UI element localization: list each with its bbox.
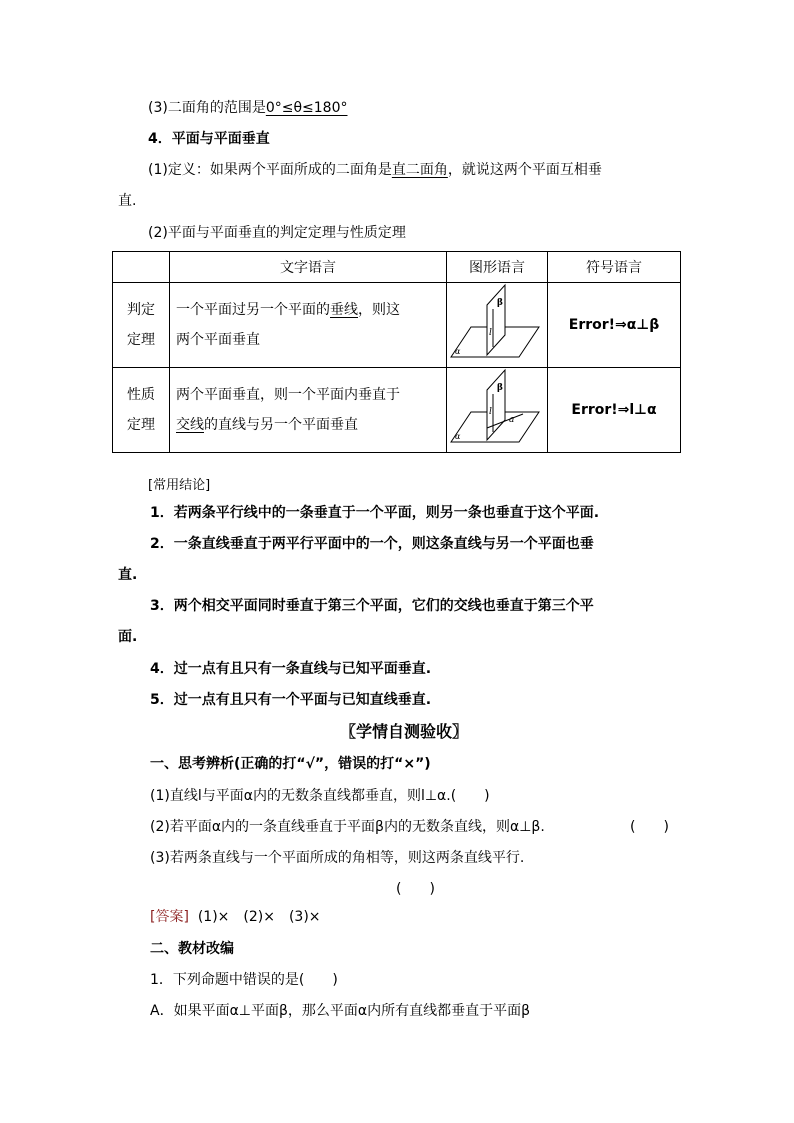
theorem-intro: (2)平面与平面垂直的判定定理与性质定理 (148, 225, 406, 241)
conclusion-item: 5．过一点有且只有一个平面与已知直线垂直. (150, 692, 432, 708)
row-text-term: 垂线 (330, 302, 358, 318)
part2-question-1: 1．下列命题中错误的是( ) (150, 972, 338, 988)
fig-beta-label: β (497, 383, 503, 393)
question-2: (2)若平面α内的一条直线垂直于平面β内的无数条直线，则α⊥β. (150, 819, 545, 835)
conclusion-item-wrap: 面. (118, 629, 138, 645)
row-text-line1: 两个平面垂直，则一个平面内垂直于 (176, 387, 400, 403)
definition-line (148, 159, 602, 179)
fig-a-label: a (509, 415, 515, 425)
row-label (113, 368, 170, 453)
row-label-line2: 定理 (127, 332, 155, 348)
part1-title: 一、思考辨析(正确的打“√”，错误的打“×”) (150, 756, 431, 772)
conclusions-heading: [常用结论] (148, 478, 211, 493)
answer-line (150, 906, 321, 926)
range-line (148, 97, 348, 117)
range-value: 0°≤θ≤180° (265, 100, 348, 116)
conclusion-item-wrap: 直. (118, 567, 138, 583)
part2-title: 二、教材改编 (150, 941, 234, 957)
row-label-line2: 定理 (127, 417, 155, 433)
question-2-paren: ( ) (630, 819, 669, 835)
fig-alpha-label: α (455, 432, 461, 441)
table-row (113, 283, 681, 368)
question-1: (1)直线l与平面α内的无数条直线都垂直，则l⊥α.( ) (150, 788, 490, 804)
row-text-prefix: 一个平面过另一个平面的 (176, 302, 330, 318)
perpendicular-planes-figure (447, 283, 547, 363)
table-header-symbol: 符号语言 (548, 252, 681, 283)
theorem-table (112, 251, 681, 453)
row-text (170, 368, 447, 453)
conclusion-item: 1．若两条平行线中的一条垂直于一个平面，则另一条也垂直于这个平面. (150, 505, 600, 521)
row-text-line2: 两个平面垂直 (176, 332, 260, 348)
row-text-line2 (176, 410, 440, 440)
self-test-title: 〖学情自测验收〗 (340, 722, 469, 741)
conclusion-item: 2．一条直线垂直于两平行平面中的一个，则这条直线与另一个平面也垂 (150, 536, 594, 552)
conclusion-item: 3．两个相交平面同时垂直于第三个平面，它们的交线也垂直于第三个平 (150, 598, 594, 614)
row-figure (447, 283, 548, 368)
row-label-line1: 判定 (127, 302, 155, 318)
row-label (113, 283, 170, 368)
answer-label: [答案] (150, 909, 189, 925)
fig-alpha-label: α (455, 347, 461, 356)
row-text-term: 交线 (176, 417, 204, 433)
definition-suffix: ，就说这两个平面互相垂 (447, 162, 602, 178)
row-text-suffix: ，则这 (358, 302, 400, 318)
table-header-text: 文字语言 (170, 252, 447, 283)
table-header-empty (113, 252, 170, 283)
row-text (170, 283, 447, 368)
perpendicular-planes-figure (447, 368, 547, 448)
table-header-row (113, 252, 681, 283)
question-3: (3)若两条直线与一个平面所成的角相等，则这两条直线平行. (150, 850, 525, 866)
fig-l-label: l (489, 407, 492, 417)
row-label-line1: 性质 (127, 387, 155, 403)
row-text-suffix: 的直线与另一个平面垂直 (204, 417, 358, 433)
definition-wrap: 直. (118, 193, 137, 209)
range-prefix: (3)二面角的范围是 (148, 100, 266, 116)
section-4-title: 4．平面与平面垂直 (148, 131, 270, 147)
row-symbol: Error!⇒α⊥β (548, 283, 681, 368)
fig-beta-label: β (497, 298, 503, 308)
conclusion-item: 4．过一点有且只有一条直线与已知平面垂直. (150, 661, 432, 677)
question-3-paren: ( ) (396, 881, 435, 897)
definition-term: 直二面角 (391, 162, 448, 178)
definition-prefix: (1)定义：如果两个平面所成的二面角是 (148, 162, 392, 178)
row-text-line1 (176, 295, 440, 325)
table-header-figure: 图形语言 (447, 252, 548, 283)
fig-l-label: l (489, 328, 492, 338)
answer-text: (1)× (2)× (3)× (197, 909, 321, 925)
row-figure (447, 368, 548, 453)
row-symbol: Error!⇒l⊥α (548, 368, 681, 453)
table-row (113, 368, 681, 453)
part2-option-a: A．如果平面α⊥平面β，那么平面α内所有直线都垂直于平面β (150, 1003, 531, 1019)
